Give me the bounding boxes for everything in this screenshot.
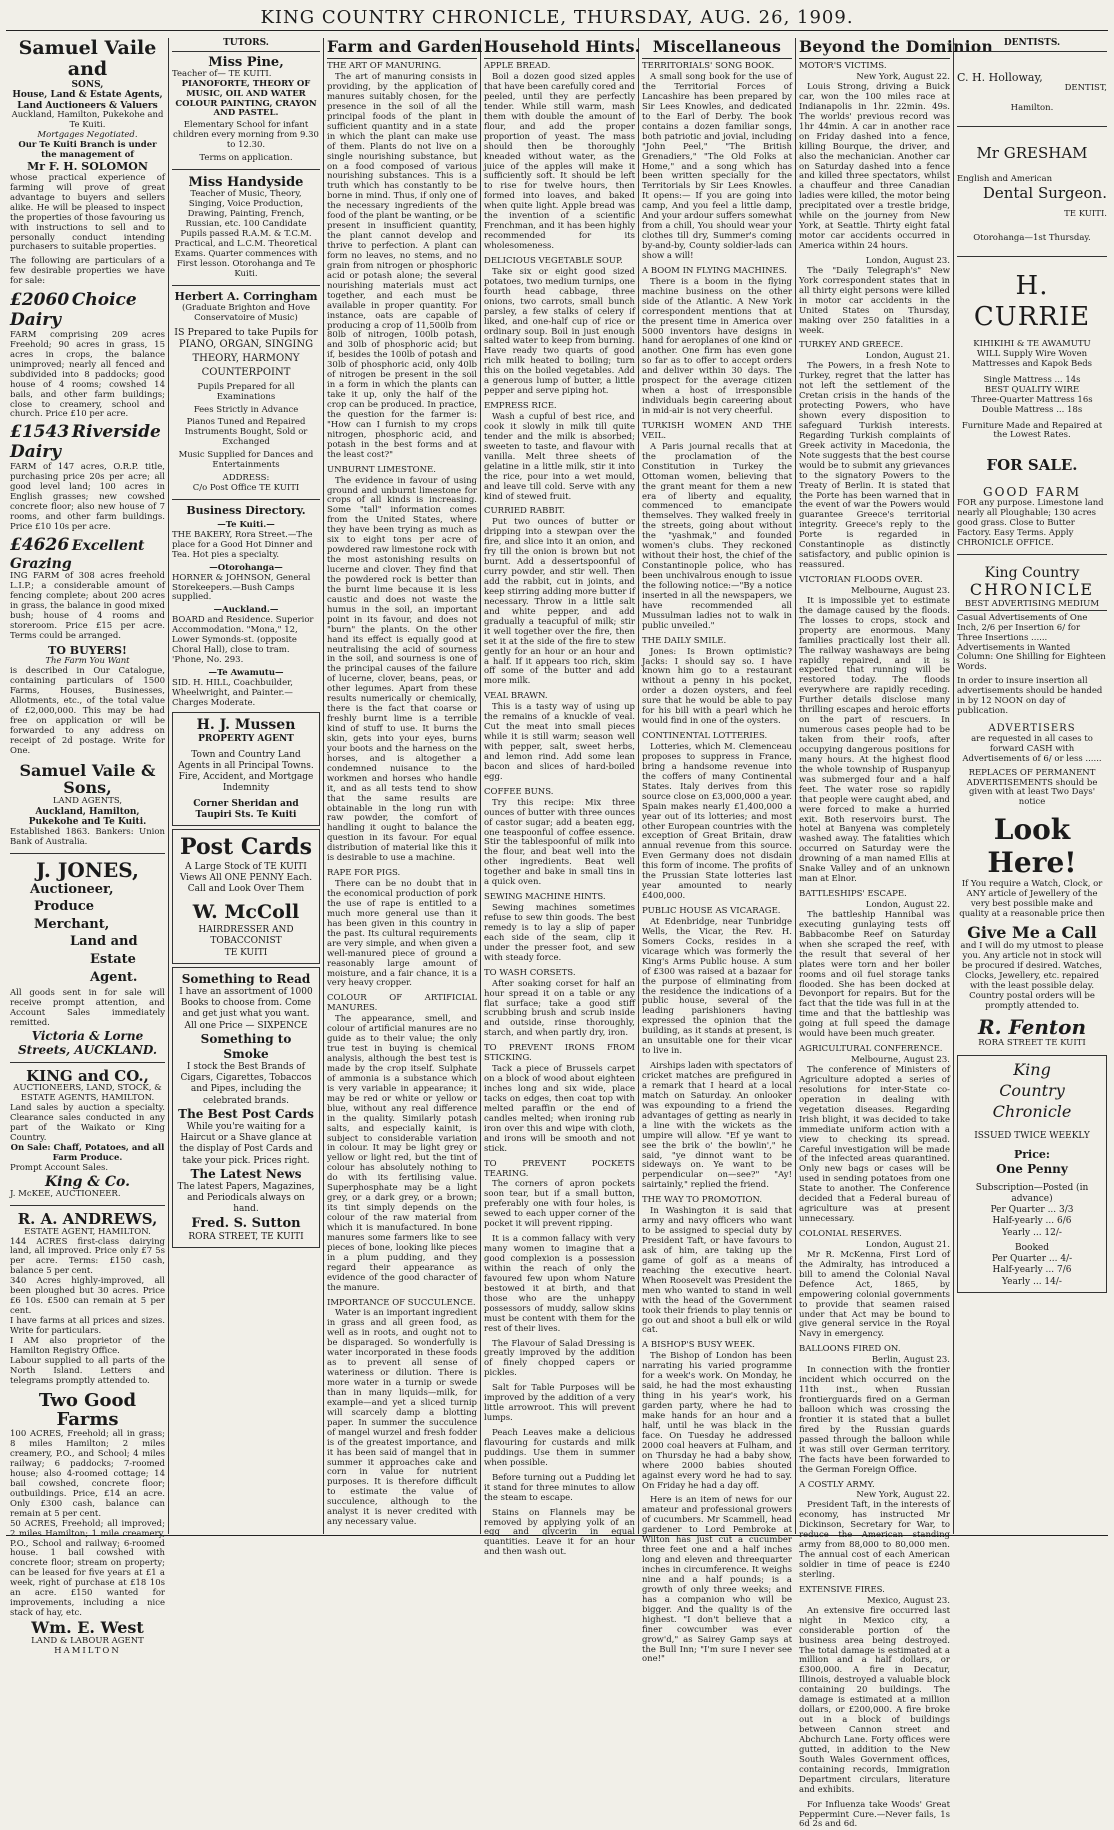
article: VICTORIAN FLOODS OVER. Melbourne, August 23. It is impossible yet to estimate the damage caused by the floods. The losses to crops, stock and property are enormous. Many families practically lost their all. The railway washaways are being rapidly repaired, and it is expected that running will be restored today. The floods everywhere are rapidly receding. Further details disclose many thrilling escapes and heroic efforts on the part of rescuers. In numerous cases people had to be taken from their roofs, after occupying dangerous positions for many hours. At the highest flood the whole township of Ruspanyup was submerged four and a half feet. The water rose so rapidly that people were caught abed, and were forced to make a hurried exit. Both reservoirs burst. The hotel at Banyena was completely washed away. The fatalities which occurred on Saturday were the drowning of a man named Ellis at Snake Valley and of an unknown man at Elnor. [799, 575, 950, 885]
p1-price: £2060 [10, 290, 70, 311]
article: COLOUR OF ARTIFICIAL MANURES. The appearance, smell, and colour of artificial manures are no guide as to their value; the only true test in buying is chemical analysis, although the best test is made by the crop itself. Sulphate of ammonia is a substance which is very variable in appearance; it may be red or white or yellow or blue, without any real difference in the quality. Similarly potash salts, and especially kainit, is subject to considerable variation in colour. It may be light grey or yellow or light red, but the tint of colour has absolutely nothing to do with its fertilising value. Superphosphate may be a light grey, or a dark grey, or a brown; its tint simply depends on the colour of the raw material from which it is manufactured. In bone manures some farmers like to see pieces of bone, looking like pieces in a plum pudding, and they regard their appearance as evidence of the good character of the manure. [327, 993, 477, 1293]
corringham-name: Herbert A. Corringham [174, 289, 318, 303]
fenton-name: R. Fenton [977, 1014, 1087, 1039]
bakery: THE BAKERY, Rora Street.—The place for a Good Hot Dinner and Tea. Hot pies a specialty. [172, 529, 313, 560]
price-label: Price: [1013, 1147, 1050, 1161]
mccoll-sub: HAIRDRESSER AND TOBACCONIST [198, 925, 294, 947]
column-tutors-directory [172, 38, 320, 1534]
handyside-name: Miss Handyside [188, 175, 304, 191]
king-heading: KING and CO., [26, 1066, 149, 1085]
news-text: The latest Papers, Magazines, and Periodicals always on hand. [177, 1181, 315, 1215]
advertisers-text: are requested in all cases to forward CASH with Advertisements of 6/ or less ...... [962, 733, 1102, 764]
f50: 50 ACRES, Freehold; all improved; 2 miles Hamilton; 1 mile creamery, P.O., School and railway; 6-roomed house. 1 bail cowshed with concrete floor; stream on property; can be leased for five years at £1 a week, right of purchase at £18 10s an acre. £150 wanted for improvements, including a nice stack of hay, etc. [10, 1518, 165, 1619]
article: Airships laden with spectators of cricket matches are prefigured in a remark that I heard at a local match on Saturday. An onlooker was expounding to a friend the advantages of getting as nearly in a line with the wickets as the umpire will allow. "Ef ye want to see the brik o' the bowlin'," he said, "ye dinnot want to be sideways on. Ye want to be perpendicular on—see?" "Ay! sairtainly," replied the friend. [642, 1061, 793, 1191]
column-miscellaneous [642, 37, 793, 1665]
news-heading: The Latest News [190, 1166, 302, 1181]
look-heading: Look Here! [987, 813, 1077, 880]
dances: Music Supplied for Dances and Entertainments [178, 450, 314, 471]
article: BATTLESHIPS' ESCAPE. London, August 22. The battleship Hannibal was executing gunlaying tests off Babbacombe Reef on Saturday when she scraped the reef, with the result that several of her plates were torn and her boiler rooms and oil fuel storage tanks flooded. She has been docked at Devonport for repairs. But for the fact that the tide was full in at the time and that the battleship was going at full speed the damage would have been much greater. [799, 889, 950, 1040]
board: BOARD and Residence. Superior Accommodation. "Mona," 12, Lower Symonds-st. (opposite Choral Hall), close to tram. 'Phone, No. 293. [172, 615, 314, 666]
goodfarm-heading: GOOD FARM [983, 484, 1081, 499]
column-rule [168, 38, 169, 1534]
subs-heading: Subscription—Posted (in advance) [975, 1182, 1089, 1204]
article: CURRIED RABBIT. Put two ounces of butter or dripping into a stewpan over the fire, and slice into it an onion, and fry till the onion is brown but not burnt. Add a dessertspoonful of curry powder, and stir well. Then add the rabbit, cut in joints, and keep stirring adding more butter if necessary. Throw in a little salt and white pepper, and add gradually a teacupful of milk; stir it well together over the fire, then set it at the side of the fire to stew gently for an hour or an hour and a half. If it appears too rich, skim off some of the butter and add more milk. [484, 506, 635, 687]
twofarms-heading: Two Good Farms [38, 1389, 137, 1431]
column-beyond-dominion [799, 37, 994, 1830]
p1-title: Choice Dairy [10, 290, 137, 331]
article: VEAL BRAWN. This is a tasty way of using up the remains of a knuckle of veal. Cut the meat into small pieces while it is still warm; season well with pepper, salt, sweet herbs, and lemon rind. Add some lean bacon and slices of hard-boiled egg. [484, 691, 635, 782]
gresham-title: Dental Surgeon. [982, 183, 1107, 202]
kcc-1: King [1013, 1060, 1051, 1080]
gresham-name: Mr GRESHAM [976, 144, 1088, 163]
jones-text: All goods sent in for sale will receive prompt attention, and Account Sales immediately remitted. [10, 988, 165, 1028]
buyers: TO BUYERS! [48, 643, 127, 657]
pine-school: Elementary School for infant children every morning from 9.30 to 12.30. [173, 120, 319, 151]
tutors-heading: TUTORS. [172, 38, 320, 52]
branch: Our Te Kuiti Branch is under the management of [18, 140, 157, 161]
mussen-ad [172, 712, 320, 826]
dir-tekuiti: —Te Kuiti.— [217, 519, 275, 530]
kingco: King & Co. [45, 1173, 130, 1190]
casual-rates: Casual Advertisements of One Inch, 2/6 per Insertion 6/ for Three Insertions ...... Advertisements in Wanted Column: One Shilling for Eighteen Words. [957, 612, 1106, 673]
beyond-heading: Beyond the Dominion [799, 38, 950, 59]
article: CONTINENTAL LOTTERIES. Lotteries, which M. Clemenceau proposes to suppress in France, bring a handsome revenue into the coffers of many Continental States. Italy derives from this source close on £3,000,000 a year. Spain makes nearly £1,400,000 a year out of its lotteries; and most other European countries with the exception of Great Britain, draw annual revenue from this source. Even Germany does not disdain this form of income. The profits of the Prussian State lotteries last year amounted to nearly £400,000. [642, 731, 792, 902]
currie-places: KIHIKIHI & TE AWAMUTU [973, 338, 1091, 349]
mussen-sub: PROPERTY AGENT [198, 734, 294, 745]
prompt: Prompt Account Sales. [10, 1162, 109, 1173]
sutton-name: Fred. S. Sutton [191, 1215, 301, 1231]
permanent-notice: REPLACES OF PERMANENT ADVERTISEMENTS should be given with at least Two Days' notice [966, 767, 1098, 808]
business-directory: Business Directory. [186, 504, 306, 518]
article: TO PREVENT IRONS FROM STICKING. Tack a piece of Brussels carpet on a block of wood about eighteen inches long and six wide, place tacks on edges, then coat top with melted paraffin or the end of candles melted; when ironing rub iron over this and wipe with cloth, and irons will be smooth and not stick. [484, 1043, 635, 1154]
column-farm-garden [327, 37, 483, 1534]
column-rule [323, 38, 324, 1534]
mccoll-place: TE KUITI [224, 947, 268, 958]
holloway-name: C. H. Holloway, [957, 70, 1043, 84]
kc-title-2: CHRONICLE [969, 580, 1095, 600]
andrews-sub: ESTATE AGENT, HAMILTON. [24, 1226, 151, 1237]
vaile-places: Auckland, Hamilton, Pukekohe and Te Kuiti. [11, 110, 164, 131]
p2-title: Riverside Dairy [10, 422, 161, 463]
onsale: On Sale: Chaff, Potatoes, and all Farm Produce. [10, 1142, 165, 1163]
p1-text: FARM comprising 209 acres Freehold; 90 acres in grass, 15 acres in crops, the balance unimproved; nearly all fenced and subdivided into 8 paddocks; good house of 4 rooms; cowshed 14 bails, and other farm buildings; close to creamery, school and church. Price £10 per acre. [10, 329, 165, 420]
article: UNBURNT LIMESTONE. The evidence in favour of using ground and unburnt limestone for crops of all kinds is increasing. Some "tall" information comes from the United States, where they have been trying as much as six to eight tons per acre of powdered raw limestone rock with the most astonishing results on lucerne and clover. They find that the powdered rock is better than the burnt lime because it is less caustic and does not waste the humus in the soil, an important point in its favour, and does not "burn" the plants. On the other hand its effect is equally good at neutralising the acid of sourness in the soil, and sourness is one of the principal causes of the failure of lucerne, clover, beans, peas, or other legumes. Apart from these results numerically or chemically, there is the fact that coarse or freshly burnt lime is a terrible kind of stuff to use. It burns the skin, gets into your eyes, burns your boots and the harness on the horses, and is altogether a condemned nuisance to the workmen and horses who handle it, and as all tests tend to show that the same results are obtainable in the long run with raw powder, the comfort of handling it ought to balance the question in its favour. For equal distribution of material like this it is desirable to use a machine. [327, 464, 477, 864]
mussen-name: H. J. Mussen [196, 716, 296, 733]
following: The following are particulars of a few desirable properties we have for sale: [10, 256, 165, 287]
column-rule [480, 38, 481, 1534]
booked-row: Half-yearly ... 7/6 [992, 1265, 1072, 1276]
article: For Influenza take Woods' Great Peppermint Cure.—Never fails, 1s 6d 2s and 6d. [799, 1799, 950, 1830]
pine-terms: Terms on application. [199, 153, 293, 164]
buyers-text: is described in Our Catalogue, containing particulars of 1500 Farms, Houses, Businesses, Allotments, etc., of the total value of £2,000,000. This may be had free on application or will be forwarded to any address on receipt of 2d postage. Write for One. [10, 666, 165, 756]
article: IMPORTANCE OF SUCCULENCE. Water is an important ingredient in grass and all green food, as well as in roots, and ought not to be disparaged. So wonderfully is water incorporated in these foods as to prevent all sense of wateriness or dilution. There is more water in a turnip or swede than in many liquids—milk, for example—and yet a sliced turnip will scarcely damp a blotting paper. In summer the succulence of mangel wurzel and fresh fodder is of the greatest importance, and it has been said of mangel that in summer it approaches cake and corn in value for nutrient purposes. It is therefore difficult to estimate the value of succulence, although to the analyst it is never credited with any necessary value. [327, 1297, 477, 1528]
manager-text: whose practical experience of farming will prove of great advantage to buyers and sellers alike. He will be pleased to inspect the properties of those favouring us with instructions to sell and to personally conduct intending purchasers to suitable properties. [10, 172, 165, 253]
buyers-sub: The Farm You Want [45, 656, 130, 667]
horner: HORNER & JOHNSON, General Storekeepers.—Bush Camps supplied. [172, 572, 311, 603]
column-household-hints [484, 37, 641, 1558]
article: PUBLIC HOUSE AS VICARAGE. At Edenbridge, near Tunbridge Wells, the Vicar, the Rev. H. Somers Cocks, resides in a vicarage which was formerly the King's Arms Public house. A sum of £300 was raised at a bazaar for the purpose of eliminating from the residence the indications of a public house, several of the leading parishioners having expressed the opinion that the building, as it stands at present, is an unsuitable one for their vicar to live in. [642, 906, 792, 1057]
article: A COSTLY ARMY. New York, August 22. President Taft, in the interests of economy, has instructed Mr Dickinson, Secretary for War, to reduce the American standing army from 88,000 to 80,000 men. The annual cost of each American soldier in time of peace is £240 sterling. [799, 1479, 950, 1580]
article: Peach Leaves make a delicious flavouring for custards and milk puddings. Use them in summer when possible. [484, 1428, 635, 1468]
issued: ISSUED TWICE WEEKLY [974, 1130, 1090, 1141]
mortgages: Mortgages Negotiated. [37, 130, 138, 141]
gresham-sub: English and American [957, 173, 1053, 184]
goodfarm-text: FOR any purpose. Limestone land nearly all Ploughable; 130 acres good grass. Close to Butter Factory. Easy Terms. Apply CHRONICLE OFFICE. [957, 497, 1104, 548]
article: MOTOR'S VICTIMS. New York, August 22. Louis Strong, driving a Buick car, won the 100 miles race at Indianapolis in 1hr. 22min. 49s. The worlds' previous record was 1hr 44min. A car in another race on Friday dashed into a fence, killing Bourque, the driver, and also the mechanician. Another car on Saturday dashed into a fence and killed three spectators, whilst a chauffeur and three Canadian ladies were killed, the motor being precipitated over a trestle bridge, while on the journey from New York, at Seattle. Thirty eight fatal motor car accidents occurred in America within 24 hours. [799, 61, 950, 251]
bestpc-heading: The Best Post Cards [178, 1106, 314, 1121]
pine-teacher: Teacher of— TE KUITI. [172, 68, 272, 79]
andrews-heading: R. A. ANDREWS, [17, 1210, 158, 1229]
column-advertisements-7 [957, 38, 1107, 1534]
article: Stains on Flannels may be removed by applying yolk of an egg and glycerin in equal quantities. Leave it for an hour and then wash out. [484, 1507, 635, 1558]
single-mattress: Single Mattress ... 14s [983, 374, 1081, 385]
article: The Flavour of Salad Dressing is greatly improved by the addition of finely chopped capers or pickles. [484, 1338, 635, 1379]
article: DELICIOUS VEGETABLE SOUP. Take six or eight good sized potatoes, two medium turnips, one fourth head cabbage, three onions, two carrots, small bunch parsley, a few stalks of celery if liked, and one-half cup of rice or ordinary soup. Boil in just enough salted water to keep from burning. Have ready two quarts of good rich milk heated to boiling; turn this on the boiled vegetables. Add a generous lump of butter, a little pepper and serve piping hot. [484, 255, 635, 397]
best-medium: BEST ADVERTISING MEDIUM [957, 600, 1107, 611]
registry: I AM also proprietor of the Hamilton Registry Office. [10, 1335, 165, 1356]
article: A BOOM IN FLYING MACHINES. There is a boom in the flying machine business on the other side of the Atlantic. A New York correspondent mentions that at the present time in America over 5000 inventors have designs in hand for aeroplanes of one kind or another. One firm has even gone so far as to offer to accept orders and deliver within 30 days. The prospect for the average citizen when a host of irresponsible individuals begin careering about in mid-air is not very cheerful. [642, 265, 792, 416]
column-rule [953, 38, 954, 1534]
address-value: C/o Post Office TE KUITI [192, 483, 300, 494]
corringham-subjects: PIANO, ORGAN, SINGING THEORY, HARMONY COUNTERPOINT [178, 338, 314, 378]
vaile2-places: Auckland, Hamilton, Pukekohe and Te Kuiti. [28, 806, 147, 828]
furniture: Furniture Made and Repaired at the Lowest Rates. [961, 420, 1103, 441]
best-quality: BEST QUALITY WIRE [984, 384, 1080, 395]
article: COLONIAL RESERVES. London, August 21. Mr R. McKenna, First Lord of the Admiralty, has introduced a bill to amend the Colonial Naval Defence Act, 1865, by empowering colonial governments to provide that seamen raised under that Act may be bound to give general service in the Royal Navy in emergency. [799, 1229, 950, 1340]
vaile2-heading: Samuel Vaile & Sons, [19, 760, 156, 798]
pine-name: Miss Pine, [208, 54, 284, 70]
dir-auckland: —Auckland.— [213, 605, 279, 616]
gresham-place: TE KUITI. [1064, 209, 1107, 220]
jones-lines: Auctioneer, Produce Merchant, Land and Estate Agent. [30, 881, 138, 985]
p3-title: Excellent Grazing [10, 537, 145, 572]
give-text: and I will do my utmost to please you. Any article not in stock will be procured if desired. Watches, Clocks, Jewellery, etc. repaired with the least possible delay. Country postal orders will be promptly attended to. [960, 941, 1104, 1011]
postcards-text: A Large Stock of TE KUITI Views All ONE PENNY Each. Call and Look Over Them [179, 861, 313, 894]
article: London, August 23. The "Daily Telegraph's" New York correspondent states that in all thirty eight persons were killed in motor car accidents in the United States on Thursday, making over 250 fatalities in a week. [799, 255, 950, 336]
fees: Fees Strictly in Advance [193, 404, 299, 415]
article: TERRITORIALS' SONG BOOK. A small song book for the use of the Territorial Forces of Lancashire has been prepared by Sir Lees Knowles, and dedicated to the Earl of Derby. The book contains a dozen familiar songs, both patriotic and jovial, including "John Peel," "The British Grenadiers," "The Old Folks at Home," and a song which has been written specially for the Territorials by Sir Lees Knowles. It opens:— If you are going into camp, And you feel a little damp, And your ardour suffers somewhat from a chill, You should wear your clothes till dry, Summer's coming by-and-by, County soldier-lads can show a will! [642, 61, 792, 261]
column-advertisements-1 [10, 37, 165, 1656]
vaile-sons: SONS, [71, 79, 104, 90]
article: Here is an item of news for our amateur and professional growers of cucumbers. Mr Scammell, head gardener to Lord Pembroke at Wilton has just cut a cucumber three feet one and a half inches long and eleven and threequarter inches in circumference. It weighs nine and a half pounds; is a growth of only three weeks; and has a companion who will be bigger. And the quality is of the highest. "I don't believe that a finer cowcumber was ever grow'd," as Sairey Gamp says at the Bull Inn; "I'm sure I never see one!" [642, 1495, 792, 1665]
article: AGRICULTURAL CONFERENCE. Melbourne, August 23. The conference of Ministers of Agriculture adopted a series of resolutions for inter-State co-operation in dealing with vegetation diseases. Regarding Irish blight, it was decided to take immediate uniform action with a view to checking its spread. Careful investigation will be made of the infected areas quarantined. Only new bags or cases will be used in sending potatoes from one State to another. The Conference decided that a Federal bureau of agriculture was at present unnecessary. [799, 1044, 950, 1225]
west-place: HAMILTON [54, 1645, 121, 1656]
bestpc-text: While you're waiting for a Haircut or a Shave glance at the display of Post Cards and take your pick. Prices right. [179, 1121, 313, 1166]
holloway-place: Hamilton. [1010, 103, 1054, 114]
farm-garden-heading: Farm and Garden [327, 38, 477, 59]
dir-otorohanga: —Otorohanga— [209, 562, 283, 573]
article: EXTENSIVE FIRES. Mexico, August 23. An extensive fire occurred last night in Mexico city, a considerable portion of the business area being destroyed. The total damage is estimated at a million and a half dollars, or £300,000. A fire in Decatur, Illinois, destroyed a valuable block containing 20 buildings. The damage is estimated at a million dollars, or £200,000. A fire broke out in a block of buildings between Cannon street and Abchurch Lane. Forty offices were gutted, in addition to the New South Wales Government offices, containing records, Immigration Department circulars, literature and exhibits. [799, 1584, 950, 1795]
sub-row: Half-yearly ... 6/6 [992, 1216, 1072, 1227]
article: BALLOONS FIRED ON. Berlin, August 23. In connection with the frontier incident which occurred on the 11th inst., when Russian frontierguards fired on a German balloon which was crossing the frontier it is stated that a bullet fired by the Russian guards passed through the balloon while it was still over German territory. The facts have been forwarded to the German Foreign Office. [799, 1344, 950, 1475]
article: COFFEE BUNS. Try this recipe: Mix three ounces of butter with three ounces of castor sugar; add a beaten egg, one teaspoonful of coffee essence. Stir the tablespoonful of milk into the flour, and beat well into the other ingredients. Beat well together and bake in small tins in a quick oven. [484, 786, 635, 888]
column-rule [638, 38, 639, 1534]
double-mattress: Double Mattress ... 18s [981, 404, 1083, 415]
mckee: J. McKEE, AUCTIONEER. [10, 1189, 121, 1200]
kcc-3: Chronicle [992, 1101, 1072, 1121]
column-rule [795, 38, 796, 1534]
misc-heading: Miscellaneous [642, 38, 792, 59]
kc-title-1: King Country [984, 564, 1080, 581]
p3-text: ING FARM of 308 acres freehold L.I.P.; a considerable amount of fencing complete; about 200 acres in grass, the balance in good mixed bush; house of 4 rooms and storeroom. Price £15 per acre. Terms could be arranged. [10, 570, 165, 641]
king-sub: AUCTIONEERS, LAND, STOCK, & ESTATE AGENTS, HAMILTON. [13, 1083, 162, 1104]
mussen-text: Town and Country Land Agents in all Principal Towns. Fire, Accident, and Mortgage Indemnity [178, 749, 314, 794]
give-heading: Give Me a Call [967, 922, 1097, 942]
holloway-title: DENTIST, [1064, 83, 1107, 94]
labour: Labour supplied to all parts of the North Island. Letters and telegrams promptly attended to. [10, 1355, 165, 1386]
gresham-oto: Otorohanga—1st Thursday. [973, 233, 1091, 244]
article: TO WASH CORSETS. After soaking corset for half an hour spread it on a table or any flat surface; take a good stiff scrubbing brush and scrub inside and outside, rinse thoroughly, starch, and when partly dry, iron. [484, 967, 635, 1039]
corringham-exams: Pupils Prepared for all Examinations [197, 381, 295, 402]
vaile2-sub: LAND AGENTS, [52, 795, 123, 806]
article: APPLE BREAD. Boil a dozen good sized apples that have been carefully cored and peeled, until they are perfectly tender. While still warm, mash them with double the amount of flour, and add the proper proportion of yeast. The mass should then be thoroughly kneaded without water, as the juice of the apples will make it sufficiently soft. It should be left to rise for twelve hours, then formed into loaves, and baked when quite light. Apple bread was the invention of a scientific Frenchman, and it has been highly recommended for its wholesomeness. [484, 61, 635, 251]
sub-row: Yearly ... 12/- [1002, 1227, 1062, 1238]
king-text: Land sales by auction a specialty. Clearance sales conducted in any part of the Waikato or King Country. [10, 1103, 165, 1144]
article: RAPE FOR PIGS. There can be no doubt that in the economical production of pork the use of rape is entitled to a much more general use than it has been given in this country in the past. Its cultural requirements are very simple, and when given a well-manured piece of ground a reasonably large amount of moisture, and a fair chance, it is a very heavy cropper. [327, 868, 477, 989]
currie-text: WILL Supply Wire Woven Mattresses and Kapok Beds [971, 348, 1093, 369]
article: A BISHOP'S BUSY WEEK. The Bishop of London has been narrating his varied programme for a week's work. On Monday, he said, he had the most exhausting thing in his year's work, his garden party, where he had to make hands for an hour and a half, until he was black in the face. On Tuesday he addressed 2000 coal heavers at Fulham, and on Thursday he had a baby show, where 2000 babies shouted against every word he had to say. On Friday he had a day off. [642, 1340, 792, 1491]
mccoll-name: W. McColl [192, 901, 300, 924]
currie-name: H. CURRIE [973, 271, 1091, 332]
victoria: Victoria & Lorne Streets, AUCKLAND. [17, 1028, 158, 1057]
read-text: I have an assortment of 1000 Books to choose from. Come and get just what you want. All one Price — SIXPENCE [179, 986, 313, 1031]
hill: SID. H. HILL, Coachbuilder, Wheelwright, and Painter.—Charges Moderate. [172, 677, 293, 708]
three-quarter-mattress: Three-Quarter Mattress 16s [971, 394, 1093, 405]
corringham-pupils: IS Prepared to take Pupils for [174, 326, 318, 338]
jones-heading: J. JONES, [36, 857, 139, 882]
handyside-text: Teacher of Music, Theory, Singing, Voice Production, Drawing, Painting, French, Russian, etc. 100 Candidate Pupils passed R.A.M. & T.C.M. Practical, and L.C.M. Theoretical Exams. Quarter commences with First lesson. Otorohanga and Te Kuiti. [174, 189, 318, 279]
article: EMPRESS RICE. Wash a cupful of best rice, and cook it slowly in milk till quite tender and the milk is absorbed; sweeten to taste, and flavour with vanilla. Melt three sheets of gelatine in a little milk, stir it into the rice, pour into a wet mould, and leave till cold. Serve with any kind of stewed fruit. [484, 401, 635, 502]
p2-text: FARM of 147 acres, O.R.P. title, purchasing price 20s per acre; all good level land; 100 acres in English grasses; new cowshed concrete floor; also new house of 7 rooms, and other farm buildings. Price £10 10s per acre. [10, 462, 165, 532]
article: THE WAY TO PROMOTION. In Washington it is said that army and navy officers who want to be assigned to special duty by President Taft, or have favours to ask of him, are taking up the game of golf as a means of reaching the executive heart. When Roosevelt was President the men who wanted to stand in well with the head of the Government took their friends to play tennis or go out and shoot a bull elk or wild cat. [642, 1195, 792, 1336]
smoke-heading: Something to Smoke [200, 1031, 292, 1061]
booked-row: Per Quarter ... 4/- [991, 1254, 1073, 1265]
read-heading: Something to Read [181, 971, 311, 986]
dentists-heading: DENTISTS. [957, 38, 1107, 52]
look-text: If You require a Watch, Clock, or ANY article of Jewellery of the very best possible make and quality at a reasonable price then [959, 878, 1105, 919]
established: Established 1863. Bankers: Union Bank of Australia. [10, 826, 165, 847]
price-value: One Penny [996, 1161, 1068, 1176]
corringham-sub: (Graduate Brighton and Hove Conservatoire of Music) [181, 302, 311, 323]
vaile-heading: Samuel Vaile and [18, 37, 157, 80]
insert-notice: In order to insure insertion all advertisements should be handed in by 12 NOON on day of publication. [957, 676, 1103, 717]
masthead: KING COUNTRY CHRONICLE, THURSDAY, AUG. 26, 1909. [260, 7, 854, 28]
fenton-addr: RORA STREET TE KUITI [978, 1038, 1086, 1049]
article: TURKEY AND GREECE. London, August 21. The Powers, in a fresh Note to Turkey, regret that the latter has not left the settlement of the Cretan crisis in the hands of the protecting Powers, who have shown every disposition to safeguard Turkish interests. Regarding Turkish complaints of Greek activity in Macedonia, the Note suggests that the best course would be to submit any grievances to the signatory Powers to the Treaty of Berlin. It is stated that the Porte has been warned that in the event of war the Powers would guarantee Greece's territorial integrity. Greece's reply to the Porte is regarded in Constantinople as distinctly satisfactory, and public opinion is reassured. [799, 340, 950, 571]
vaile-roles: House, Land & Estate Agents, Land Auctioneers & Valuers [12, 90, 163, 111]
farms-all: I have farms at all prices and sizes. Write for particulars. [10, 1316, 165, 1336]
smoke-text: I stock the Best Brands of Cigars, Cigarettes, Tobaccos and Pipes, including the celebrated brands. [180, 1061, 312, 1106]
article: THE ART OF MANURING. The art of manuring consists in providing, by the application of manures suitably chosen, for the presence in the soil of all the principal foods of the plant in sufficient quantity and in a state in which the plant can make use of them. Plants do not live on a single nourishing substance, but on a food composed of various nourishing substances. This is a truth which has constantly to be borne in mind. Thus, if only one of the necessary ingredients of the food of the plant be wanting, or be present in insufficient quantity, the plant cannot develop and thrive to perfection. A plant can form no leaves, no stems, and no grain from nitrogen or phosphoric acid or potash alone; the several nourishing materials must act together, and each must be available in proper quantity. For instance, oats are capable of producing a crop of 11,500lb from 80lb of nitrogen, 100lb potash, and 30lb of phosphoric acid; but if, besides the 100lb of potash and 30lb of phosphoric acid, only 40lb of nitrogen be present in the soil in a form in which the plants can take it up, only the half of the crop can be produced. In practice, the question for the farmer is: "How can I furnish to my crops nitrogen, phosphoric acid, and potash in the best forms and at the least cost?" [327, 61, 477, 460]
forsale-heading: FOR SALE. [986, 456, 1078, 475]
advertisers-heading: ADVERTISERS [988, 723, 1076, 735]
dir-teawamutu: —Te Awamutu— [208, 668, 284, 678]
article: TURKISH WOMEN AND THE VEIL. A Paris journal recalls that at the proclamation of the Constitution in Turkey the Ottoman women, believing that the grant meant for them a new era of liberty and equality, commenced to emancipate themselves. They walked freely in the streets, going about without the "yashmak," and founded women's clubs. They reckoned without their host, the chief of the Constantinople police, who has been unchivalrous enough to issue the following notice:—"By a notice inserted in all the newspapers, we have recommended all Mussulman ladies not to walk in public unveiled." [642, 420, 792, 631]
article: SEWING MACHINE HINTS. Sewing machines sometimes refuse to sew thin goods. The best remedy is to lay a slip of paper each side of the seam, clip it under the presser foot, and sew with steady force. [484, 892, 635, 963]
address-label: ADDRESS: [222, 473, 270, 484]
booked-row: Yearly ... 14/- [1002, 1276, 1062, 1287]
postcards-heading: Post Cards [180, 834, 312, 860]
masthead-rule [6, 30, 1108, 31]
pine-subjects: PIANOFORTE, THEORY OF MUSIC, OIL AND WATER COLOUR PAINTING, CRAYON AND PASTEL. [175, 78, 317, 119]
article: TO PREVENT POCKETS TEARING. The corners of apron pockets soon tear, but if a small button, preferably one with four holes, is sewed to each upper corner of the pocket it will prevent ripping. [484, 1158, 635, 1230]
a340: 340 Acres highly-improved, all been ploughed but 30 acres. Price £6 10s. £500 can remain at 5 per cent. [10, 1276, 165, 1317]
sutton-ad [172, 967, 320, 1248]
booked-heading: Booked [1015, 1242, 1049, 1253]
west-heading: Wm. E. West [31, 1618, 144, 1638]
a144: 144 ACRES first-class dairying land, all improved. Price only £7 5s per acre. Terms: £150 cash, balance 5 per cent. [10, 1236, 165, 1277]
article: THE DAILY SMILE. Jones: Is Brown optimistic? Jacks: I should say so. I have known him go to a restaurant without a penny in his pocket, order a dozen oysters, and feel sure that he would be able to pay for his bill with a pearl which he would find in one of the oysters. [642, 635, 792, 727]
f100: 100 ACRES, Freehold; all in grass; 8 miles Hamilton; 2 miles creamery, P.O., and School; 4 miles railway; 6 paddocks; 7-roomed house; also 4-roomed cottage; 14 bail cowshed, concrete floor; outbuildings. Price, £14 an acre. Only £300 cash, balance can remain at 5 per cent. [10, 1429, 165, 1519]
west-sub: LAND & LABOUR AGENT [31, 1635, 144, 1646]
sub-row: Per Quarter ... 3/3 [990, 1205, 1074, 1216]
postcards-ad [172, 829, 320, 964]
sutton-place: RORA STREET, TE KUITI [188, 1231, 304, 1242]
article: It is a common fallacy with very many women to imagine that a good complexion is a possession within the reach of only the favoured few upon whom Nature bestowed it at birth, and that those who are the unhappy possessors of muddy, sallow skins must be content with them for the rest of their lives. [484, 1234, 635, 1334]
kcc-2: Country [999, 1080, 1065, 1100]
mussen-addr: Corner Sheridan and Taupiri Sts. Te Kuiti [193, 798, 299, 820]
manager: Mr F. H. SOLOMON [27, 160, 148, 174]
p3-price: £4626 [10, 534, 70, 555]
p2-price: £1543 [10, 422, 70, 443]
household-heading: Household Hints. [484, 38, 635, 59]
article: Salt for Table Purposes will be improved by the addition of a very little arrowroot. This will prevent lumps. [484, 1383, 635, 1424]
chronicle-ad [957, 1055, 1107, 1293]
tuned: Pianos Tuned and Repaired Instruments Bought, Sold or Exchanged [184, 417, 308, 448]
article: Before turning out a Pudding let it stand for three minutes to allow the steam to escape. [484, 1472, 635, 1503]
